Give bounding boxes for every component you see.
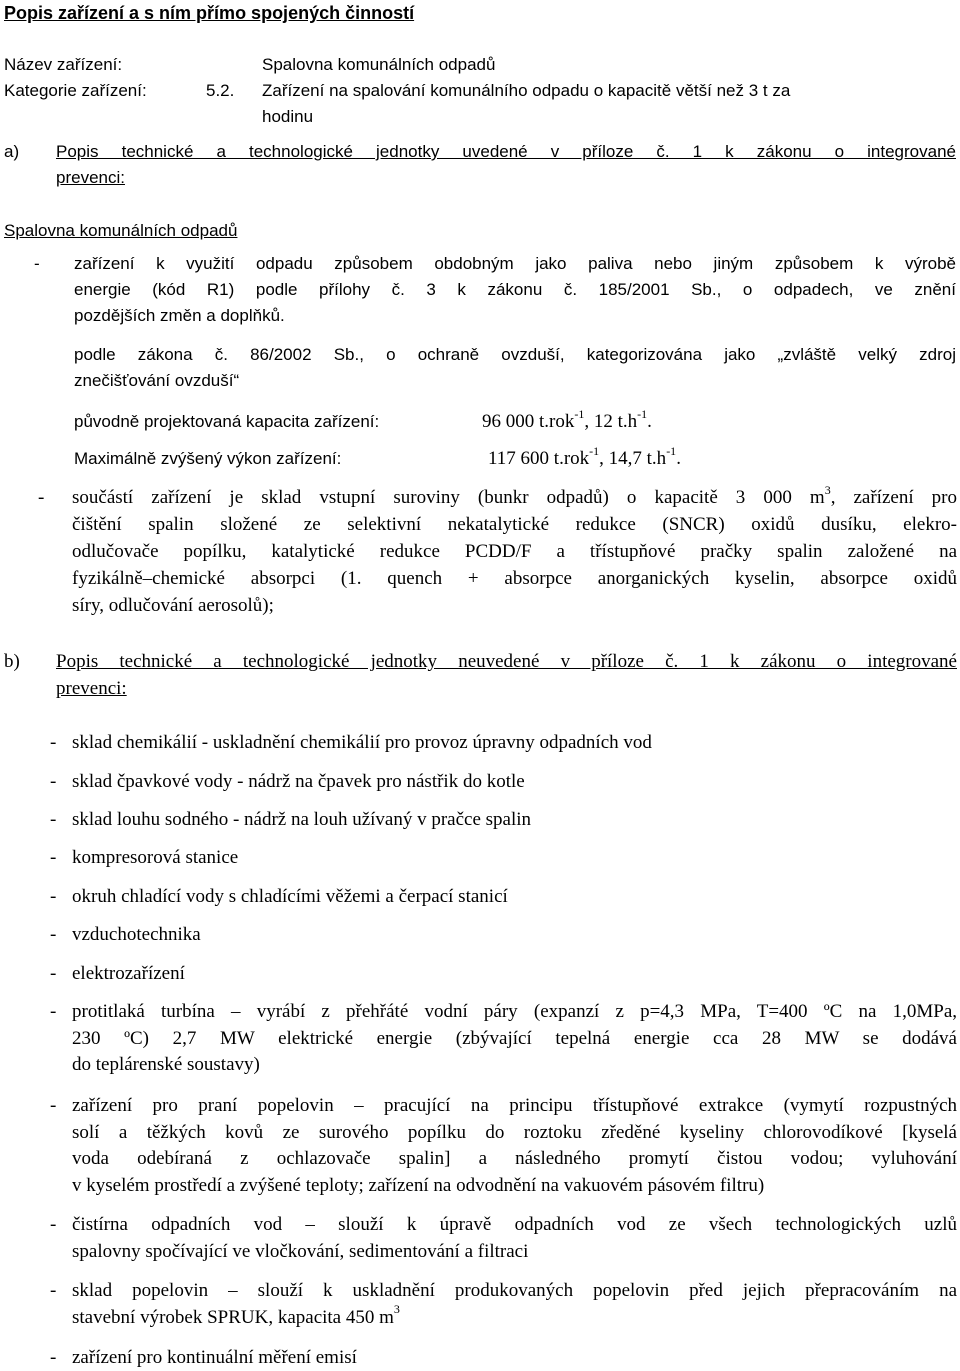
list-item-line: zařízení pro kontinuální měření emisí: [72, 1347, 357, 1368]
item2-line5: síry, odlučování aerosolů);: [72, 595, 274, 616]
list-item-line: okruh chladící vody s chladícími věžemi a čerpací stanicí: [72, 886, 508, 907]
bullet-dash: -: [50, 732, 57, 753]
bullet-dash: -: [50, 924, 57, 945]
item2-line4: fyzikálně–chemické absorpci (1. quench + absorpce anorganických kyselin, absorpce oxidů: [72, 568, 957, 589]
list-item-line: kompresorová stanice: [72, 847, 239, 868]
page-title: Popis zařízení a s ním přímo spojených činností: [4, 3, 415, 23]
list-item-line: solí a těžkých kovů ze surového popílku do roztoku zředěné kyseliny chlorovodíkové [kyselá: [72, 1121, 957, 1143]
category-value-line1: Zařízení na spalování komunálního odpadu o kapacitě větší než 3 t za: [262, 81, 791, 100]
bullet-dash: -: [50, 1214, 57, 1235]
section-a-heading-line2: prevenci:: [56, 168, 125, 187]
list-item-line: 230 ºC) 2,7 MW elektrické energie (zbývající tepelná energie cca 28 MW se dodává: [72, 1027, 957, 1049]
law-line1: podle zákona č. 86/2002 Sb., o ochraně ovzduší, kategorizována jako „zvláště velký zdroj: [74, 345, 956, 364]
list-item-line: čistírna odpadních vod – slouží k úpravě odpadních vod ze všech technologických uzlů: [72, 1214, 957, 1235]
list-item-line: voda odebíraná z ochlazovače spalin] a následného promytí čistou vodou; vyluhování: [72, 1148, 957, 1169]
bullet-dash: -: [50, 1001, 57, 1022]
section-a-heading-line1: Popis technické a technologické jednotky uvedené v příloze č. 1 k zákonu o integrované: [56, 142, 956, 161]
item1-line1: zařízení k využití odpadu způsobem obdobným jako paliva nebo jiným způsobem k výrobě: [74, 254, 956, 273]
section-b-heading-line1: Popis technické a technologické jednotky neuvedené v příloze č. 1 k zákonu o integrované: [56, 651, 957, 672]
section-b-heading-line2: prevenci:: [56, 678, 127, 699]
list-item-line: sklad popelovin – slouží k uskladnění produkovaných popelovin před jejich přepracováním na: [72, 1280, 957, 1301]
section-a-letter: a): [4, 142, 20, 161]
bullet-dash: -: [50, 809, 57, 830]
list-item-line: do teplárenské soustavy): [72, 1054, 260, 1075]
capacity-label: původně projektovaná kapacita zařízení:: [74, 412, 380, 431]
bullet-dash: -: [50, 1347, 57, 1368]
list-item-line: zařízení pro praní popelovin – pracující na principu třístupňové extrakce (vymytí rozpustných: [72, 1095, 957, 1116]
law-line2: znečišťování ovzduší“: [74, 371, 240, 390]
item2-line2: čištění spalin složené ze selektivní nekatalytické redukce (SNCR) oxidů dusíku, elekro-: [72, 514, 957, 535]
capacity-value: 96 000 t.rok$^{-1}$, 12 $t.h^{-1}$.: [482, 406, 652, 432]
bullet-dash: -: [50, 963, 57, 984]
max-value: 117 600 t.rok$^{-1}$, 14,7 $t.h^{-1}$.: [488, 443, 681, 469]
dash: -: [38, 487, 45, 508]
name-label: Název zařízení:: [4, 55, 123, 74]
list-item-line: spalovny spočívající ve vločkování, sedimentování a filtraci: [72, 1240, 529, 1262]
category-label: Kategorie zařízení:: [4, 81, 147, 100]
list-item-line: sklad čpavkové vody - nádrž na čpavek pro nástřik do kotle: [72, 771, 525, 792]
name-value: Spalovna komunálních odpadů: [262, 55, 496, 74]
category-code: 5.2.: [206, 81, 235, 100]
list-item-line: protitlaká turbína – vyrábí z přehřáté vodní páry (expanzí z p=4,3 MPa, T=400 ºC na 1,0MPa,: [72, 1001, 957, 1022]
item1-line3: pozdějších změn a doplňků.: [74, 306, 285, 325]
item2-line1: součástí zařízení je sklad vstupní suroviny (bunkr odpadů) o kapacitě 3 000 $m^3$, zařízení pro: [72, 482, 957, 508]
list-item-line: sklad chemikálií - uskladnění chemikálií pro provoz úpravny odpadních vod: [72, 732, 652, 753]
bullet-dash: -: [50, 886, 57, 907]
category-value-line2: hodinu: [262, 107, 314, 126]
bullet-dash: -: [50, 847, 57, 868]
section-a-subheading: Spalovna komunálních odpadů: [4, 221, 238, 240]
bullet-dash: -: [50, 1095, 57, 1116]
dash: -: [34, 254, 40, 273]
list-item-line: elektrozařízení: [72, 963, 185, 984]
list-item-line: vzduchotechnika: [72, 924, 201, 945]
section-b-letter: b): [4, 651, 20, 672]
bullet-dash: -: [50, 1280, 57, 1301]
list-item-line: v kyselém prostředí a zvýšené teploty; zařízení na odvodnění na vakuovém pásovém filtru): [72, 1174, 765, 1196]
list-item-line: sklad louhu sodného - nádrž na louh užívaný v pračce spalin: [72, 809, 532, 830]
item1-line2: energie (kód R1) podle přílohy č. 3 k zákonu č. 185/2001 Sb., o odpadech, ve znění: [74, 280, 956, 299]
bullet-dash: -: [50, 771, 57, 792]
item2-line3: odlučovače popílku, katalytické redukce PCDD/F a třístupňové pračky spalin založené na: [72, 541, 957, 562]
max-label: Maximálně zvýšený výkon zařízení:: [74, 449, 342, 468]
list-item-line: stavební výrobek SPRUK, kapacita 450 $m^3$: [72, 1302, 400, 1328]
